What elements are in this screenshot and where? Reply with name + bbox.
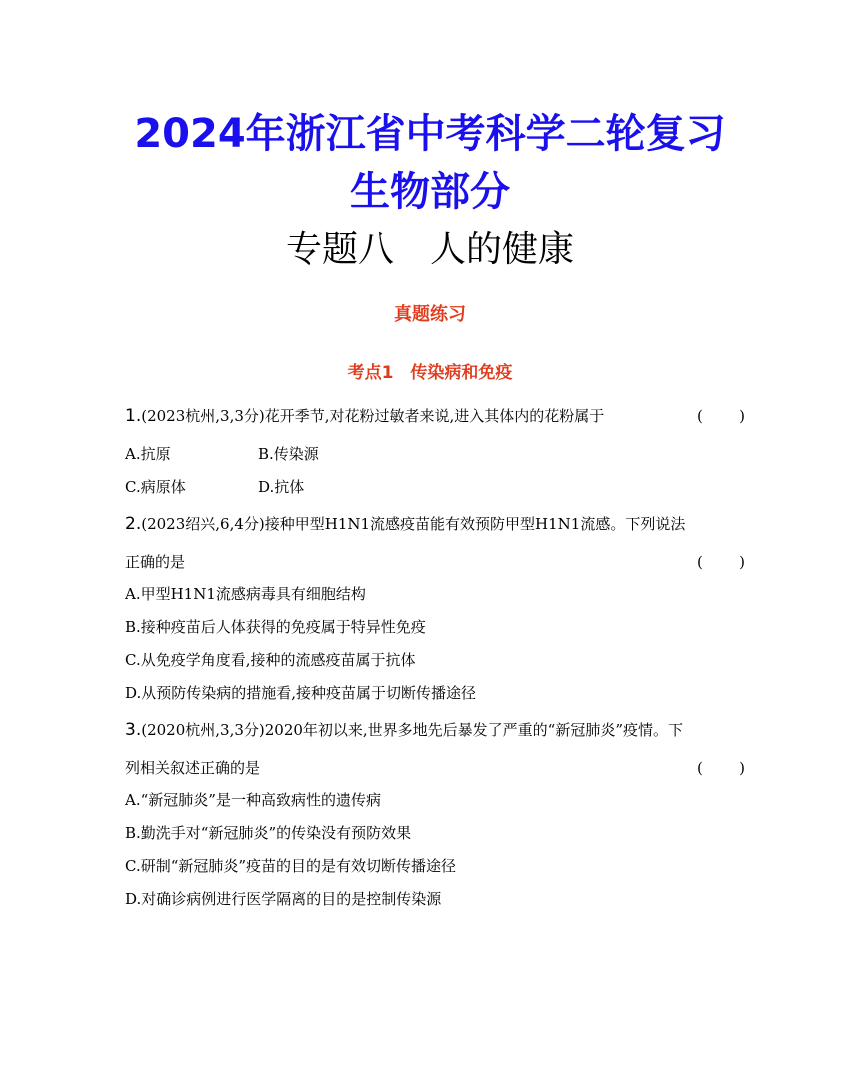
question-text: (2023绍兴,6,4分)接种甲型H1N1流感疫苗能有效预防甲型H1N1流感。下列说法 (141, 515, 686, 533)
option-c: C.病原体 (125, 478, 186, 496)
question-3-stem-cont (125, 757, 745, 779)
question-1-stem (125, 405, 745, 427)
question-text: 列相关叙述正确的是 (125, 759, 261, 777)
question-number: 1. (125, 406, 142, 426)
question-text: (2020杭州,3,3分)2020年初以来,世界多地先后暴发了严重的“新冠肺炎”疫情。下 (141, 721, 684, 739)
section-heading: 真题练习 (394, 304, 466, 325)
document-title: 2024年浙江省中考科学二轮复习 (134, 111, 726, 157)
question-2-stem-cont (125, 551, 745, 573)
question-2-stem (125, 513, 745, 535)
option-a: A.甲型H1N1流感病毒具有细胞结构 (125, 585, 366, 603)
option-b: B.传染源 (258, 445, 319, 463)
question-number: 3. (125, 720, 142, 740)
option-a: A.抗原 (125, 445, 171, 463)
question-text: (2023杭州,3,3分)花开季节,对花粉过敏者来说,进入其体内的花粉属于 (141, 407, 605, 425)
option-c: C.从免疫学角度看,接种的流感疫苗属于抗体 (125, 651, 416, 669)
option-d: D.对确诊病例进行医学隔离的目的是控制传染源 (125, 890, 442, 908)
chapter-subtitle: 专题八 人的健康 (285, 229, 574, 270)
topic-heading: 考点1 传染病和免疫 (347, 363, 513, 383)
document-title-line2: 生物部分 (350, 169, 510, 215)
option-d: D.从预防传染病的措施看,接种疫苗属于切断传播途径 (125, 684, 477, 702)
answer-bracket: ( ) (697, 759, 745, 777)
answer-bracket: ( ) (697, 553, 745, 571)
option-b: B.接种疫苗后人体获得的免疫属于特异性免疫 (125, 618, 426, 636)
answer-bracket: ( ) (697, 407, 745, 425)
question-text: 正确的是 (125, 553, 186, 571)
option-d: D.抗体 (258, 478, 305, 496)
option-b: B.勤洗手对“新冠肺炎”的传染没有预防效果 (125, 824, 412, 842)
question-number: 2. (125, 514, 142, 534)
question-3-stem (125, 719, 745, 741)
option-c: C.研制“新冠肺炎”疫苗的目的是有效切断传播途径 (125, 857, 457, 875)
option-a: A.“新冠肺炎”是一种高致病性的遗传病 (125, 791, 381, 809)
